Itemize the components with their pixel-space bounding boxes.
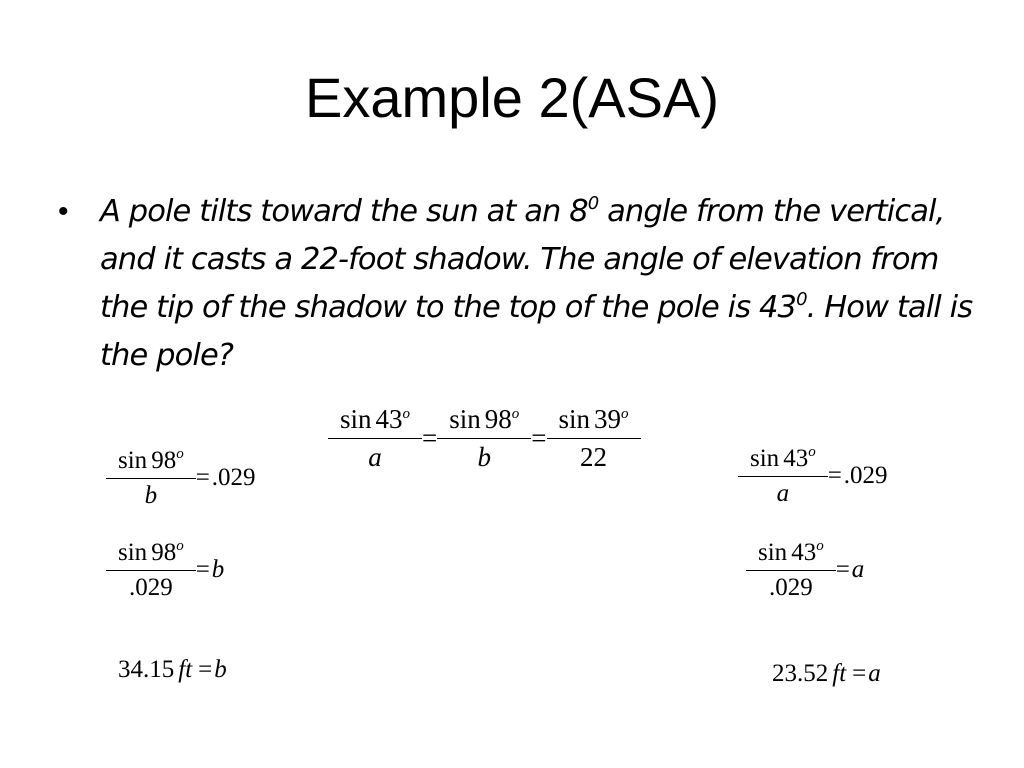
- rhs-value: b: [211, 556, 225, 583]
- denominator: b: [437, 438, 531, 473]
- equals-sign: =: [835, 556, 850, 583]
- problem-text-part-3: . How tall is the pole?: [100, 290, 973, 373]
- angle-value: 43: [375, 404, 403, 434]
- sin-function: sin: [118, 539, 148, 566]
- angle-value: 98: [151, 539, 177, 566]
- degree-mark: o: [176, 446, 184, 462]
- unit: ft: [832, 660, 847, 687]
- rhs-value: b: [214, 656, 227, 683]
- rhs-value: .029: [843, 462, 888, 489]
- equals-sign: =: [195, 464, 210, 491]
- denominator: .029: [106, 570, 196, 602]
- equals-sign: =: [198, 656, 213, 683]
- equals-sign: =: [531, 423, 547, 453]
- slide-title: Example 2(ASA): [305, 66, 719, 129]
- degree-mark: o: [511, 406, 520, 422]
- sin-function: sin: [340, 404, 372, 434]
- left-result: [118, 656, 227, 684]
- bullet-item: [58, 188, 988, 380]
- sin-function: sin: [449, 404, 481, 434]
- angle-value: 98: [484, 404, 512, 434]
- denominator: b: [106, 478, 196, 510]
- fraction-sin43-over-a: [334, 404, 416, 473]
- degree-mark: o: [621, 406, 629, 422]
- denominator: .029: [746, 570, 836, 602]
- denominator: 22: [547, 438, 641, 473]
- degree-mark: o: [402, 406, 411, 422]
- problem-text: [100, 188, 988, 380]
- sin-function: sin: [558, 404, 591, 434]
- degree-mark: o: [808, 444, 816, 460]
- unit: ft: [178, 656, 193, 683]
- sin-function: sin: [758, 539, 788, 566]
- fraction-sin98-over-b: [443, 404, 525, 473]
- equals-sign: =: [827, 462, 842, 489]
- angle-value: 43: [791, 539, 817, 566]
- problem-text-part-2: angle from the vertical, and it casts a 22-foot shadow. The angle of elevation from the tip of the shadow to the top of the pole is 43: [100, 194, 945, 325]
- angle-value: 43: [783, 445, 809, 472]
- problem-text-part-1: A pole tilts toward the sun at an 8: [100, 194, 588, 229]
- right-equation-1: [744, 444, 888, 508]
- result-value: 23.52: [772, 660, 829, 687]
- result-value: 34.15: [118, 656, 175, 683]
- equals-sign: =: [852, 660, 867, 687]
- denominator: a: [738, 476, 828, 508]
- denominator: a: [328, 438, 422, 473]
- law-of-sines-equation: [334, 404, 635, 473]
- rhs-value: a: [851, 556, 865, 583]
- degree-superscript-1: 0: [587, 193, 599, 214]
- sin-function: sin: [118, 447, 148, 474]
- equals-sign: =: [422, 423, 438, 453]
- sin-function: sin: [750, 445, 780, 472]
- degree-mark: o: [176, 538, 184, 554]
- left-equation-2: [112, 538, 224, 602]
- angle-value: 39: [594, 404, 622, 434]
- rhs-value: a: [868, 660, 881, 687]
- angle-value: 98: [151, 447, 177, 474]
- right-equation-2: [752, 538, 864, 602]
- degree-superscript-2: 0: [796, 289, 807, 310]
- fraction-sin39-over-22: [553, 404, 635, 473]
- rhs-value: .029: [211, 464, 256, 491]
- equals-sign: =: [195, 556, 210, 583]
- bullet-icon: •: [58, 195, 69, 228]
- degree-mark: o: [816, 538, 824, 554]
- left-equation-1: [112, 446, 256, 510]
- right-result: [772, 660, 881, 688]
